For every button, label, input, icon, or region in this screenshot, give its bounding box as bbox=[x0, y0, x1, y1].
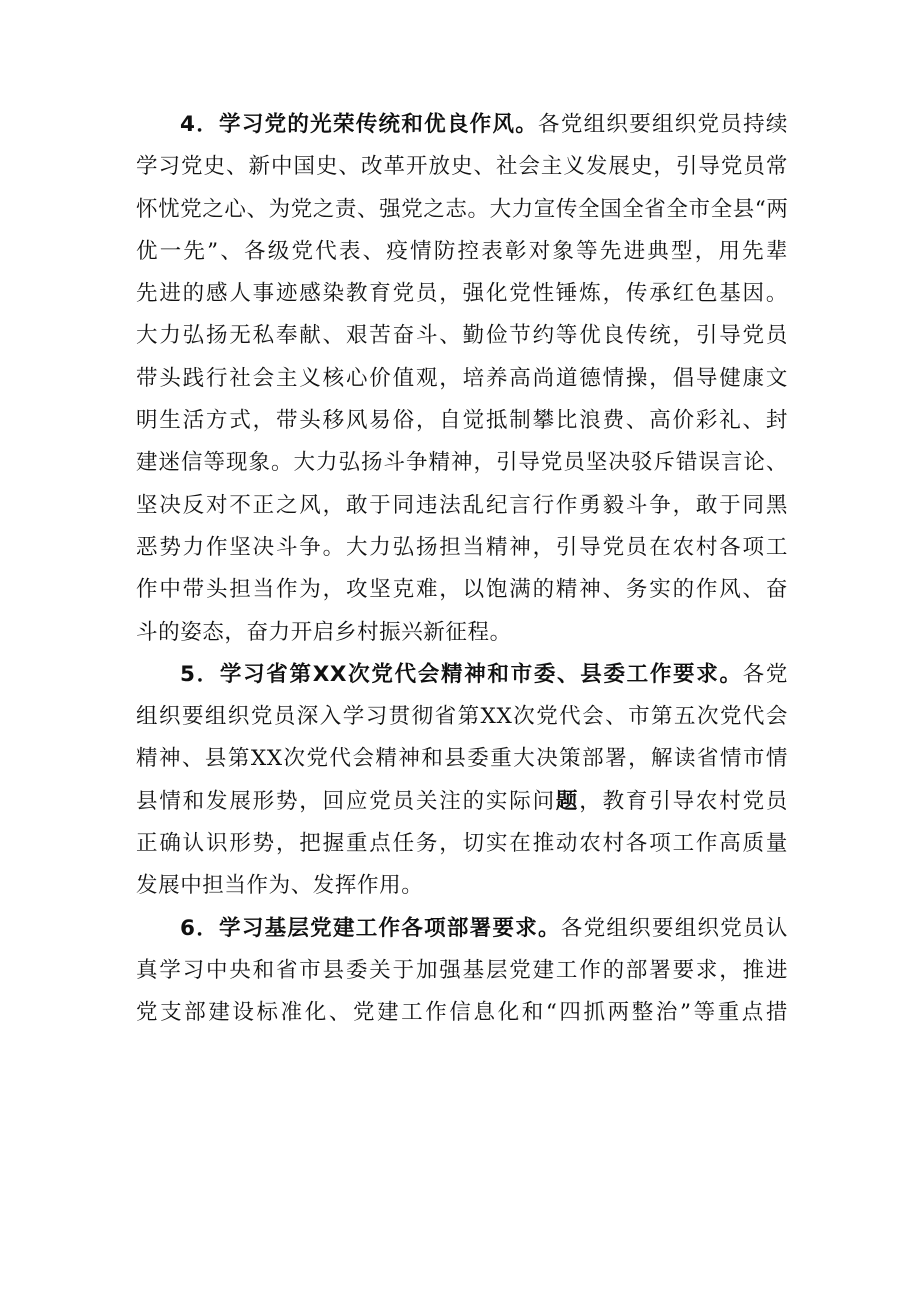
paragraph-text: ，教育引导农村党员 bbox=[579, 788, 788, 814]
paragraph-line bbox=[136, 781, 788, 823]
bold-character: 题 bbox=[555, 788, 580, 814]
section-heading: 6．学习基层党建工作各项部署要求。 bbox=[180, 915, 561, 941]
paragraph-line: 党支部建设标准化、党建工作信息化和“四抓两整治”等重点措 bbox=[136, 1000, 788, 1026]
paragraph-line: 先进的感人事迹感染教育党员，强化党性锤炼，传承红色基因。 bbox=[136, 281, 788, 307]
paragraph-line: 怀忧党之心、为党之责、强党之志。大力宣传全国全省全市全县“两 bbox=[136, 196, 789, 222]
paragraph-line: 精神、县第XX次党代会精神和县委重大决策部署，解读省情市情 bbox=[136, 746, 788, 772]
document-body bbox=[136, 104, 788, 1035]
paragraph-line: 学习党史、新中国史、改革开放史、社会主义发展史，引导党员常 bbox=[136, 154, 788, 180]
paragraph-line: 明生活方式，带头移风易俗，自觉抵制攀比浪费、高价彩礼、封 bbox=[136, 408, 788, 434]
section-heading: 4．学习党的光荣传统和优良作风。 bbox=[180, 112, 539, 137]
section-heading: 5．学习省第XX次党代会精神和市委、县委工作要求。 bbox=[180, 661, 743, 687]
paragraph-text: 各党 bbox=[742, 661, 788, 687]
paragraph-line: 真学习中央和省市县委关于加强基层党建工作的部署要求，推进 bbox=[136, 957, 788, 983]
paragraph-line: 正确认识形势，把握重点任务，切实在推动农村各项工作高质量 bbox=[136, 831, 788, 857]
paragraph-line: 发展中担当作为、发挥作用。 bbox=[136, 873, 424, 899]
paragraph-line: 组织要组织党员深入学习贯彻省第XX次党代会、市第五次党代会 bbox=[136, 704, 788, 730]
paragraph-line bbox=[136, 654, 788, 696]
paragraph-line bbox=[136, 104, 788, 146]
paragraph-line: 恶势力作坚决斗争。大力弘扬担当精神，引导党员在农村各项工 bbox=[136, 534, 788, 560]
section-4 bbox=[136, 104, 788, 654]
paragraph-text: 县情和发展形势，回应党员关注的实际问 bbox=[136, 788, 556, 814]
paragraph-text: 各党组织要组织党员认 bbox=[560, 915, 788, 941]
section-6 bbox=[136, 908, 788, 1035]
paragraph-line: 优一先”、各级党代表、疫情防控表彰对象等先进典型，用先辈 bbox=[136, 238, 788, 264]
paragraph-line: 坚决反对不正之风，敢于同违法乱纪言行作勇毅斗争，敢于同黑 bbox=[136, 492, 788, 518]
paragraph-line: 大力弘扬无私奉献、艰苦奋斗、勤俭节约等优良传统，引导党员 bbox=[136, 323, 788, 349]
paragraph-line: 作中带头担当作为，攻坚克难，以饱满的精神、务实的作风、奋 bbox=[136, 577, 788, 603]
paragraph-text: 各党组织要组织党员持续 bbox=[538, 112, 789, 137]
section-5 bbox=[136, 654, 788, 908]
paragraph-line: 带头践行社会主义核心价值观，培养高尚道德情操，倡导健康文 bbox=[136, 365, 788, 391]
paragraph-line bbox=[136, 908, 788, 950]
paragraph-line: 斗的姿态，奋力开启乡村振兴新征程。 bbox=[136, 619, 512, 645]
paragraph-line: 建迷信等现象。大力弘扬斗争精神，引导党员坚决驳斥错误言论、 bbox=[136, 450, 788, 476]
